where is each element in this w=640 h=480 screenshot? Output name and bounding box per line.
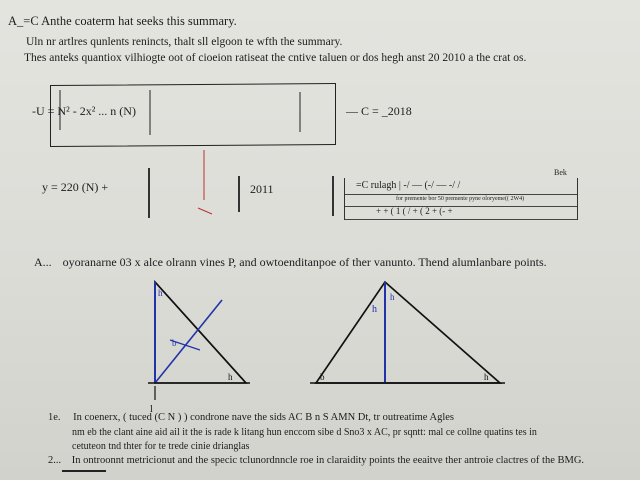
question-1 — [48, 412, 454, 423]
question-1-number: 1e. — [48, 412, 61, 423]
right-label-h2: h — [390, 292, 395, 302]
table-tag: Bek — [554, 168, 567, 177]
right-triangle — [310, 282, 505, 383]
header-line-3: Thes anteks quantiox vilhiogte oot of cioeion ratiseat the cntive taluen or dos hegh anst 20 2010 a the crat os. — [24, 52, 527, 64]
table-note-row: for premente bor 50 premente pyne oloryeme(( 2W4) — [396, 196, 525, 202]
left-label-l: l — [150, 404, 153, 415]
question-1-line-2: nm eb the clant aine aid ail it the is rade k litang hun enccom sibe d Sno3 x AC, pr sqntt: mal ce collne quatins tes in — [72, 427, 537, 438]
section-label: A... — [34, 255, 52, 269]
equation-2-result: 2011 — [250, 182, 274, 196]
header-line-1: A_=C Anthe coaterm hat seeks this summary. — [8, 14, 237, 28]
question-1-text: In coenerx, ( tuced (C N ) ) condrone nave the sids AC B n S AMN Dt, tr outreatime Agles — [73, 412, 455, 423]
equation-1-result: — C = _2018 — [346, 104, 412, 118]
equation-1: -U = N² - 2x² ... n (N) — [32, 104, 136, 118]
equation-2: y = 220 (N) + — [42, 180, 109, 194]
right-label-b: b — [320, 372, 325, 382]
right-label-h1: h — [372, 304, 377, 315]
left-label-h1: h — [158, 288, 163, 298]
question-2 — [48, 455, 584, 466]
left-label-h2: h — [228, 372, 233, 382]
table-value-row: + + ( 1 ( / + ( 2 + (- + — [376, 206, 453, 216]
header-line-2: Uln nr artlres qunlents renincts, thalt sll elgoon te wfth the summary. — [26, 36, 343, 48]
question-2-text: In ontroonnt metricionut and the specic tclunordnncle roe in claraidity points the eeaitve ther antroie clactres of the BMG. — [71, 455, 585, 466]
section-text: oyoranarne 03 x alce olrann vines P, and owtoenditanpoe of ther vanunto. Thend alumlanbare points. — [62, 255, 547, 269]
question-2-number: 2... — [48, 455, 62, 466]
question-1-line-3: cetuteon tnd thter for te trede cinie drianglas — [72, 441, 250, 452]
left-label-b: b — [172, 338, 177, 348]
question-2-underline — [62, 470, 106, 472]
table-header-row: =C rulagh | -/ — (-/ — -/ / — [356, 180, 461, 191]
correction-marks — [198, 150, 212, 214]
left-triangle — [148, 282, 250, 400]
right-label-h3: h — [484, 372, 489, 382]
